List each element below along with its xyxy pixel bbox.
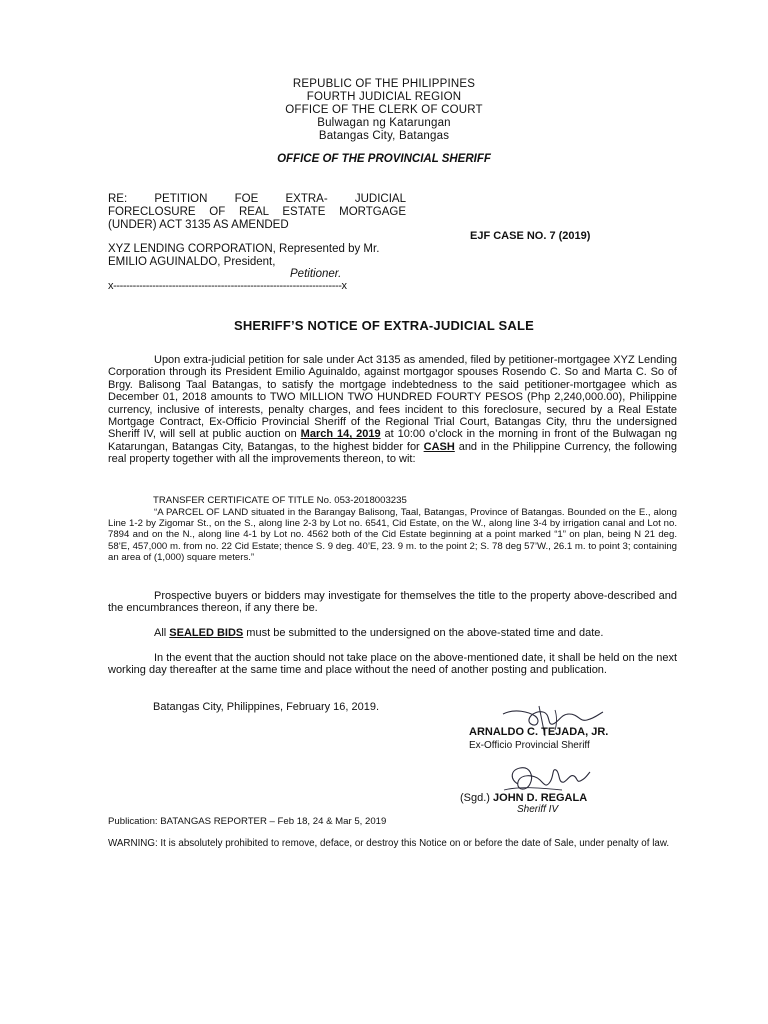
header-region: FOURTH JUDICIAL REGION <box>306 91 462 103</box>
paragraph-sealed-bids <box>108 627 677 639</box>
signatory-tejada-name: ARNALDO C. TEJADA, JR. <box>469 726 609 738</box>
paragraph-sale-terms <box>108 354 677 466</box>
header-city: Batangas City, Batangas <box>318 130 450 142</box>
sealed-bids-text-a: All <box>154 627 170 639</box>
title-certificate: TRANSFER CERTIFICATE OF TITLE No. 053-2018003235 <box>153 495 407 506</box>
header-republic: REPUBLIC OF THE PHILIPPINES <box>292 78 476 90</box>
case-number: EJF CASE NO. 7 (2019) <box>470 230 591 242</box>
re-line-3: (UNDER) ACT 3135 AS AMENDED <box>108 219 289 231</box>
party-name <box>108 243 408 269</box>
re-line-2: FORECLOSURE OF REAL ESTATE MORTGAGE <box>108 206 406 218</box>
sealed-bids: SEALED BIDS <box>169 627 244 639</box>
property-description: “A PARCEL OF LAND situated in the Barangay Balisong, Taal, Batangas, Province of Batangas. Bounded on the E., along Line 1-2 by Zigomar St., on the S., along line 2-3 by Lot no. 6541, Cid Estate, on the W., along line 3-4 by irrigation canal and Lot no. 7894 and on the N., along line 4-1 by Lot no. 4562 both of the Cid Estate beginning at a point marked “1” on plan, being N 21 deg. 58’E, 457,000 m. from no. 22 Cid Estate; thence S. 9 deg. 40’E, 23. 9 m. to the point 2; S. 78 deg 57’W., 26.1 m. to point 3; containing an area of (1,000) square meters.” <box>108 507 677 563</box>
office-title: OFFICE OF THE PROVINCIAL SHERIFF <box>277 153 491 165</box>
sale-terms-text-a: Upon extra-judicial petition for sale under Act 3135 as amended, filed by petitioner-mortgagee XYZ Lending Corporation through its President Emilio Aguinaldo, against mortgagor spouses Rosendo C. So and Marta C. So of Brgy. Balisong Taal Batangas, to satisfy the mortgage indebtedness to the said petitioner-mortgagee which as December 01, 2018 amounts to TWO MILLION TWO HUNDRED FOURTY PESOS (Php 2,240,000.00), Philippine currency, inclusive of interests, penalty charges, and fees incident to this foreclosure, secured by a Real Estate Mortgage Contract, Ex-Officio Provincial Sheriff of the Regional Trial Court, Batangas City, thru the undersigned Sheriff IV, will sell at public auction on <box>108 354 677 441</box>
signatory-tejada-position: Ex-Officio Provincial Sheriff <box>469 740 590 751</box>
caption-separator: x----------------------------------------------------------------------x <box>108 280 347 292</box>
paragraph-buyers: Prospective buyers or bidders may investigate for themselves the title to the property above-described and the encumbrances thereon, if any there be. <box>108 590 677 615</box>
signed-prefix: (Sgd.) <box>460 792 494 804</box>
notice-title: SHERIFF’S NOTICE OF EXTRA-JUDICIAL SALE <box>233 318 535 333</box>
auction-date: March 14, 2019 <box>300 428 381 441</box>
header-office-clerk: OFFICE OF THE CLERK OF COURT <box>285 104 483 116</box>
sale-terms-text-c: and in the Philippine Currency, the following real property together with all the improvements thereon, to wit: <box>108 440 677 466</box>
party-line-1: XYZ LENDING CORPORATION, Represented by Mr. <box>108 243 380 255</box>
sealed-bids-text-b: must be submitted to the undersigned on the above-stated time and date. <box>243 627 604 639</box>
place-and-date: Batangas City, Philippines, February 16, 2019. <box>153 701 380 713</box>
signatory-regala-position: Sheriff IV <box>517 804 559 815</box>
sale-terms-text-b: at 10:00 o’clock in the morning in front of the Bulwagan ng Katarungan, Batangas City, Batangas, to the highest bidder for <box>108 428 677 453</box>
petitioner-label: Petitioner. <box>290 268 342 280</box>
warning-note: WARNING: It is absolutely prohibited to remove, deface, or destroy this Notice on or before the date of Sale, under penalty of law. <box>108 838 670 849</box>
party-line-2: EMILIO AGUINALDO, President, <box>108 256 276 268</box>
re-line-1: RE: PETITION FOE EXTRA- JUDICIAL <box>108 193 406 205</box>
cash-term: CASH <box>423 440 455 453</box>
regala-name: JOHN D. REGALA <box>493 792 588 804</box>
paragraph-postponement: In the event that the auction should not take place on the above-mentioned date, it shall be held on the next working day thereafter at the same time and place without the need of another posting and publication. <box>108 652 677 677</box>
header-building: Bulwagan ng Katarungan <box>317 117 451 129</box>
signatory-regala-name <box>460 792 587 804</box>
publication-note: Publication: BATANGAS REPORTER – Feb 18, 24 & Mar 5, 2019 <box>108 816 387 827</box>
